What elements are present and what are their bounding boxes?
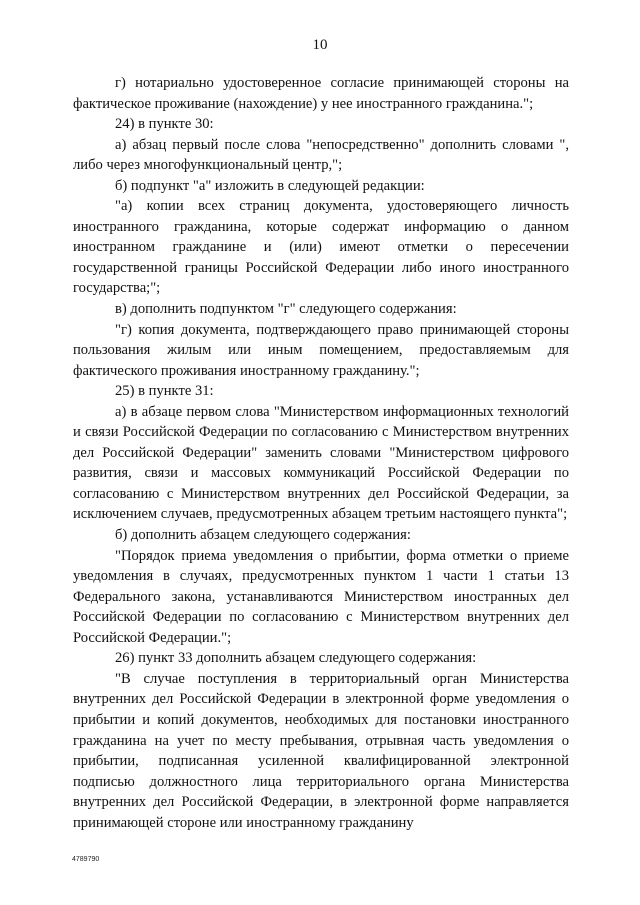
paragraph: 24) в пункте 30: xyxy=(115,116,214,133)
paragraph: б) дополнить абзацем следующего содержания: xyxy=(115,527,411,544)
paragraph: "г) копия документа, подтверждающего право принимающей стороны пользования жилым или иным помещением, предоставляемым для фактического проживания иностранному гражданину."; xyxy=(73,321,569,379)
paragraph: а) в абзаце первом слова "Министерством информационных технологий и связи Российской Федерации по согласованию с Министерством внутренних дел Российской Федерации" заменить словами "Министерством цифрового развития, связи и массовых коммуникаций Российской Федерации по согласованию с Министерством внутренних дел Российской Федерации, за исключением случаев, предусмотренных абзацем третьим настоящего пункта"; xyxy=(73,403,569,523)
paragraph: 25) в пункте 31: xyxy=(115,383,214,400)
document-body xyxy=(73,73,569,833)
paragraph: "Порядок приема уведомления о прибытии, форма отметки о приеме уведомления в случаях, предусмотренных пунктом 1 части 1 статьи 13 Федерального закона, устанавливаются Министерством иностранных дел Российской Федерации по согласованию с Министерством внутренних дел Российской Федерации."; xyxy=(73,547,569,646)
paragraph: "В случае поступления в территориальный орган Министерства внутренних дел Российской Федерации в электронной форме уведомления о прибытии и копий документов, необходимых для постановки иностранного гражданина на учет по месту пребывания, отрывная часть уведомления о прибытии, подписанная усиленной квалифицированной электронной подписью должностного лица территориального органа Министерства внутренних дел Российской Федерации, в электронной форме направляется принимающей стороне или иностранному гражданину xyxy=(73,670,569,831)
paragraph: 26) пункт 33 дополнить абзацем следующего содержания: xyxy=(115,650,477,667)
paragraph: г) нотариально удостоверенное согласие принимающей стороны на фактическое проживание (нахождение) у нее иностранного гражданина."; xyxy=(73,75,569,112)
paragraph: б) подпункт "а" изложить в следующей редакции: xyxy=(115,177,425,194)
document-code: 4789790 xyxy=(72,856,100,863)
paragraph: "а) копии всех страниц документа, удостоверяющего личность иностранного гражданина, которые содержат информацию о данном иностранном гражданине и (или) имеют отметки о пересечении государственной границы Российской Федерации либо иного иностранного государства;"; xyxy=(73,198,569,297)
page-number: 10 xyxy=(312,37,328,53)
paragraph: а) абзац первый после слова "непосредственно" дополнить словами ", либо через многофункциональный центр,"; xyxy=(73,136,569,174)
paragraph: в) дополнить подпунктом "г" следующего содержания: xyxy=(115,301,457,318)
